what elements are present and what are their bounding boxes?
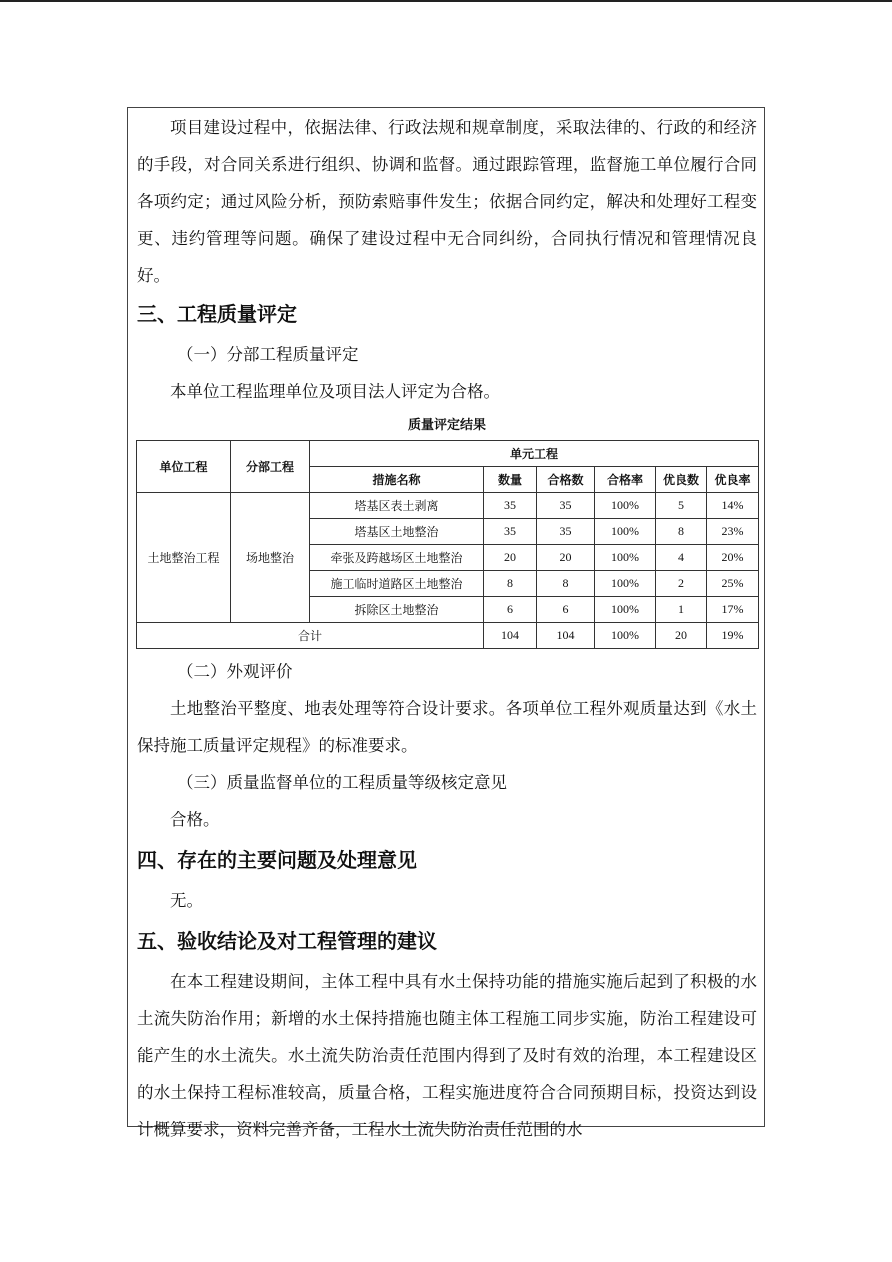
quantity-cell: 6	[484, 597, 537, 623]
quantity-cell: 8	[484, 571, 537, 597]
header-excellent-rate: 优良率	[707, 467, 759, 493]
total-excellent-cell: 20	[656, 623, 707, 649]
measure-cell: 塔基区土地整治	[310, 519, 484, 545]
top-border-line	[0, 0, 892, 2]
qualified-cell: 8	[537, 571, 595, 597]
total-quantity-cell: 104	[484, 623, 537, 649]
unit-project-cell: 土地整治工程	[137, 493, 231, 623]
table-row	[137, 493, 759, 519]
total-row	[137, 623, 759, 649]
contract-management-paragraph: 项目建设过程中，依据法律、行政法规和规章制度，采取法律的、行政的和经济的手段，对合同关系进行组织、协调和监督。通过跟踪管理，监督施工单位履行合同各项约定；通过风险分析，预防索赔事件发生；依据合同约定，解决和处理好工程变更、违约管理等问题。确保了建设过程中无合同纠纷，合同执行情况和管理情况良好。	[137, 118, 757, 285]
header-excellent-count: 优良数	[656, 467, 707, 493]
qualified-cell: 20	[537, 545, 595, 571]
supervision-opinion-paragraph: 合格。	[170, 810, 220, 829]
qualified-rate-cell: 100%	[595, 493, 656, 519]
qualified-rate-cell: 100%	[595, 545, 656, 571]
total-excellent-rate-cell: 19%	[707, 623, 759, 649]
section-3-heading: 三、工程质量评定	[137, 302, 297, 326]
qualified-rate-cell: 100%	[595, 597, 656, 623]
excellent-cell: 1	[656, 597, 707, 623]
measure-cell: 牵张及跨越场区土地整治	[310, 545, 484, 571]
header-element-project: 单元工程	[310, 441, 759, 467]
quantity-cell: 35	[484, 493, 537, 519]
issues-paragraph: 无。	[170, 891, 203, 910]
quality-table-wrapper	[137, 440, 757, 649]
measure-cell: 拆除区土地整治	[310, 597, 484, 623]
quantity-cell: 20	[484, 545, 537, 571]
section-5-heading: 五、验收结论及对工程管理的建议	[137, 929, 437, 953]
qualified-cell: 35	[537, 519, 595, 545]
subsection-3-heading: （三）质量监督单位的工程质量等级核定意见	[177, 773, 507, 792]
total-label-cell: 合计	[137, 623, 484, 649]
excellent-rate-cell: 23%	[707, 519, 759, 545]
excellent-rate-cell: 25%	[707, 571, 759, 597]
quality-evaluation-table	[136, 440, 759, 649]
total-qualified-cell: 104	[537, 623, 595, 649]
measure-cell: 施工临时道路区土地整治	[310, 571, 484, 597]
measure-cell: 塔基区表土剥离	[310, 493, 484, 519]
qualified-cell: 6	[537, 597, 595, 623]
division-project-cell: 场地整治	[231, 493, 310, 623]
excellent-cell: 2	[656, 571, 707, 597]
appearance-evaluation-paragraph: 土地整治平整度、地表处理等符合设计要求。各项单位工程外观质量达到《水土保持施工质量评定规程》的标准要求。	[137, 699, 757, 755]
header-qualified-count: 合格数	[537, 467, 595, 493]
document-frame	[127, 107, 765, 1139]
excellent-cell: 8	[656, 519, 707, 545]
subsection-1-heading: （一）分部工程质量评定	[177, 345, 359, 364]
qualified-rate-cell: 100%	[595, 571, 656, 597]
header-measure-name: 措施名称	[310, 467, 484, 493]
total-qualified-rate-cell: 100%	[595, 623, 656, 649]
subsection-2-heading: （二）外观评价	[177, 662, 293, 681]
document-content	[137, 108, 757, 1148]
header-division-project: 分部工程	[231, 441, 310, 493]
conclusion-paragraph: 在本工程建设期间，主体工程中具有水土保持功能的措施实施后起到了积极的水土流失防治作用；新增的水土保持措施也随主体工程施工同步实施，防治工程建设可能产生的水土流失。水土流失防治责任范围内得到了及时有效的治理，本工程建设区的水土保持工程标准较高，质量合格，工程实施进度符合合同预期目标，投资达到设计概算要求，资料完善齐备，工程水土流失防治责任范围的水	[137, 972, 757, 1139]
evaluation-result-paragraph: 本单位工程监理单位及项目法人评定为合格。	[170, 382, 500, 401]
qualified-cell: 35	[537, 493, 595, 519]
table-caption: 质量评定结果	[407, 418, 486, 433]
header-qualified-rate: 合格率	[595, 467, 656, 493]
header-quantity: 数量	[484, 467, 537, 493]
quantity-cell: 35	[484, 519, 537, 545]
header-unit-project: 单位工程	[137, 441, 231, 493]
qualified-rate-cell: 100%	[595, 519, 656, 545]
excellent-rate-cell: 17%	[707, 597, 759, 623]
section-4-heading: 四、存在的主要问题及处理意见	[137, 848, 417, 872]
excellent-rate-cell: 20%	[707, 545, 759, 571]
excellent-cell: 4	[656, 545, 707, 571]
excellent-cell: 5	[656, 493, 707, 519]
excellent-rate-cell: 14%	[707, 493, 759, 519]
